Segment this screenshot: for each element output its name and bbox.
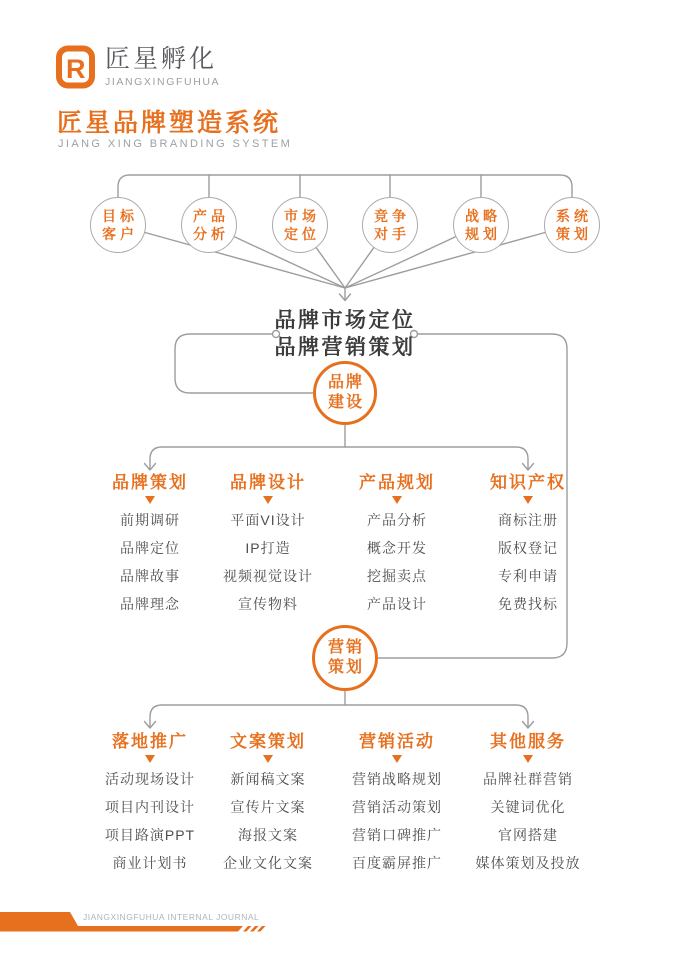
group-title: 营销活动 (359, 732, 435, 751)
triangle-down-icon (392, 755, 402, 763)
list-item: 营销口碑推广 (352, 827, 442, 843)
group-title: 知识产权 (490, 473, 566, 492)
list-item: 海报文案 (238, 827, 298, 843)
list-item: 产品设计 (367, 596, 427, 612)
list-item: 关键词优化 (490, 799, 566, 815)
list-item: 商标注册 (498, 512, 558, 528)
column-intellectual-property (443, 473, 613, 623)
list-item: 视频视觉设计 (223, 568, 313, 584)
list-item: 媒体策划及投放 (475, 855, 581, 871)
list-item: 品牌故事 (120, 568, 180, 584)
list-item: 官网搭建 (498, 827, 558, 843)
triangle-down-icon (145, 755, 155, 763)
triangle-down-icon (263, 755, 273, 763)
triangle-down-icon (145, 496, 155, 504)
column-other-services (443, 732, 613, 882)
list-item: 免费找标 (498, 596, 558, 612)
source-circle-product-analysis: 产品 分析 (181, 197, 237, 253)
svg-text:R: R (66, 54, 86, 84)
list-item: 商业计划书 (112, 855, 188, 871)
footer-journal-text: JIANGXINGFUHUA INTERNAL JOURNAL (83, 912, 260, 922)
list-item: 新闻稿文案 (230, 771, 306, 787)
page-title: 匠星品牌塑造系统 (57, 109, 282, 137)
page-subtitle: JIANG XING BRANDING SYSTEM (58, 138, 293, 150)
triangle-down-icon (263, 496, 273, 504)
source-circle-market-positioning: 市场 定位 (272, 197, 328, 253)
list-item: 品牌定位 (120, 540, 180, 556)
triangle-down-icon (523, 496, 533, 504)
group-title: 文案策划 (230, 732, 306, 751)
list-item: 百度霸屏推广 (352, 855, 442, 871)
list-item: 宣传物料 (238, 596, 298, 612)
group-title: 品牌策划 (112, 473, 188, 492)
group-title: 落地推广 (112, 732, 188, 751)
source-circle-target-customer: 目标 客户 (90, 197, 146, 253)
list-item: 版权登记 (498, 540, 558, 556)
list-item: 产品分析 (367, 512, 427, 528)
list-item: 企业文化文案 (223, 855, 313, 871)
list-item: 专利申请 (498, 568, 558, 584)
logo-latin: JIANGXINGFUHUA (105, 76, 221, 88)
logo-name: 匠星孵化 (105, 45, 218, 73)
group-title: 其他服务 (490, 732, 566, 751)
list-item: 前期调研 (120, 512, 180, 528)
source-circle-system-planning: 系统 策划 (544, 197, 600, 253)
hub-circle-brand-building: 品牌 建设 (313, 361, 377, 425)
source-circle-competitors: 竞争 对手 (362, 197, 418, 253)
list-item: 营销战略规划 (352, 771, 442, 787)
list-item: 宣传片文案 (230, 799, 306, 815)
list-item: 项目路演PPT (104, 827, 196, 843)
list-item: 营销活动策划 (352, 799, 442, 815)
list-item: 平面VI设计 (230, 512, 306, 528)
positioning-statement: 品牌市场定位 品牌营销策划 (274, 309, 416, 359)
list-item: 项目内刊设计 (105, 799, 195, 815)
triangle-down-icon (392, 496, 402, 504)
source-circle-strategy-planning: 战略 规划 (453, 197, 509, 253)
triangle-down-icon (523, 755, 533, 763)
group-title: 产品规划 (359, 473, 435, 492)
list-item: 活动现场设计 (105, 771, 195, 787)
list-item: 概念开发 (367, 540, 427, 556)
list-item: IP打造 (245, 540, 291, 556)
list-item: 品牌理念 (120, 596, 180, 612)
list-item: 品牌社群营销 (483, 771, 573, 787)
hub-circle-marketing-planning: 营销 策划 (312, 625, 378, 691)
group-title: 品牌设计 (230, 473, 306, 492)
list-item: 挖掘卖点 (367, 568, 427, 584)
